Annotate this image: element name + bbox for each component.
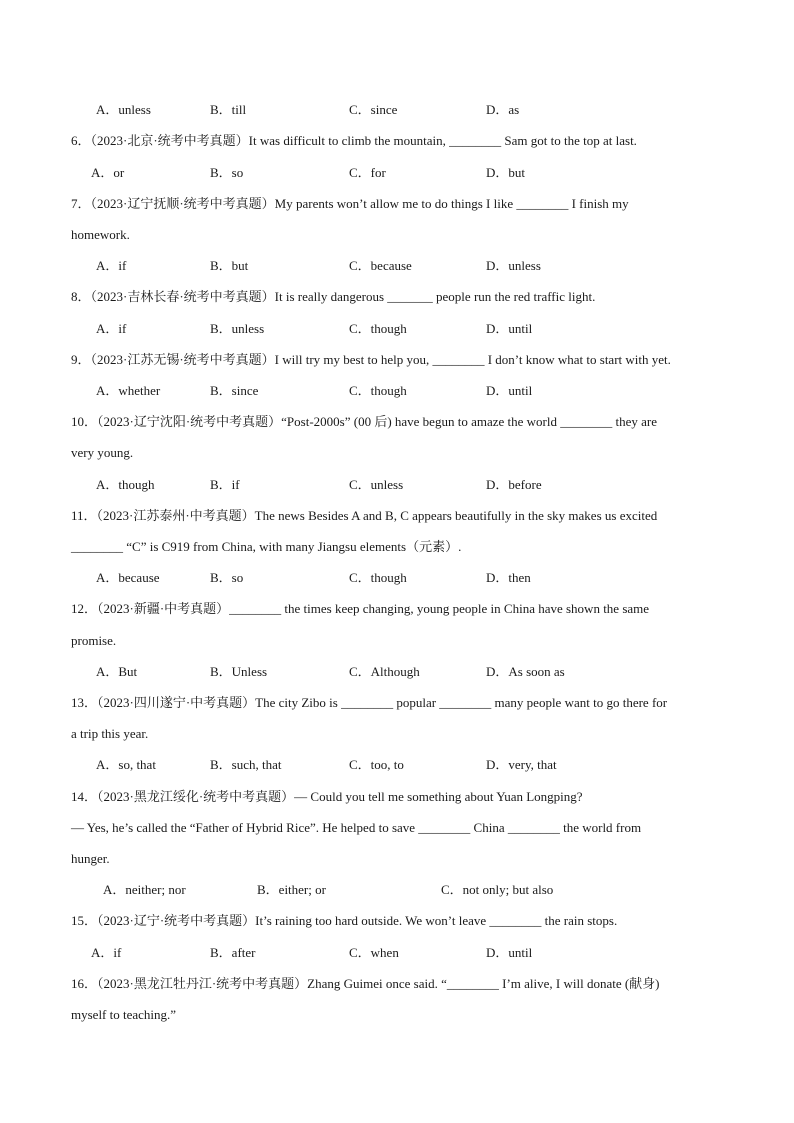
option-c: C．though bbox=[349, 383, 407, 398]
option-c: C．because bbox=[349, 258, 412, 273]
option-b: B．after bbox=[210, 945, 256, 960]
option-d: D．until bbox=[486, 321, 533, 336]
option-c: C．too, to bbox=[349, 757, 404, 772]
option-b: B．since bbox=[210, 383, 259, 398]
option-c: C．since bbox=[349, 102, 398, 117]
option-d: D．then bbox=[486, 570, 531, 585]
option-d: D．unless bbox=[486, 258, 541, 273]
option-b: B．Unless bbox=[210, 664, 268, 679]
option-c: C．unless bbox=[349, 477, 404, 492]
option-d: D．as bbox=[486, 102, 520, 117]
option-d: D．until bbox=[486, 383, 533, 398]
option-d: D．very, that bbox=[486, 757, 557, 772]
option-b: B．so bbox=[210, 570, 244, 585]
option-a: A．neither; nor bbox=[103, 882, 186, 897]
question-16-stem: 16．（2023·黑龙江牡丹江·统考中考真题）Zhang Guimei once said. “________ I’m alive, I will donate (献身) bbox=[71, 976, 660, 991]
question-12-stem-cont: promise. bbox=[71, 633, 117, 648]
question-11-stem-cont: ________ “C” is C919 from China, with many Jiangsu elements（元素）. bbox=[71, 539, 462, 554]
option-a: A．though bbox=[96, 477, 155, 492]
option-a: A．because bbox=[96, 570, 160, 585]
option-d: D．before bbox=[486, 477, 542, 492]
question-13-stem: 13．（2023·四川遂宁·中考真题）The city Zibo is ________ popular ________ many people want to go there for bbox=[71, 695, 668, 710]
question-14-stem-cont: — Yes, he’s called the “Father of Hybrid Rice”. He helped to save ________ China ________ the world from bbox=[71, 820, 642, 835]
question-16-stem-cont: myself to teaching.” bbox=[71, 1007, 177, 1022]
option-b: B．either; or bbox=[257, 882, 326, 897]
question-11-stem: 11．（2023·江苏泰州·中考真题）The news Besides A and B, C appears beautifully in the sky makes us excited bbox=[71, 508, 658, 523]
option-b: B．till bbox=[210, 102, 247, 117]
option-c: C．not only; but also bbox=[441, 882, 554, 897]
question-7-stem: 7．（2023·辽宁抚顺·统考中考真题）My parents won’t allow me to do things I like ________ I finish my bbox=[71, 196, 629, 211]
option-d: D．until bbox=[486, 945, 533, 960]
question-6-stem: 6．（2023·北京·统考中考真题）It was difficult to climb the mountain, ________ Sam got to the top at last. bbox=[71, 133, 637, 148]
option-a: A．if bbox=[96, 321, 127, 336]
option-c: C．when bbox=[349, 945, 399, 960]
option-c: C．though bbox=[349, 570, 407, 585]
option-b: B．so bbox=[210, 165, 244, 180]
option-a: A．unless bbox=[96, 102, 151, 117]
question-10-stem-cont: very young. bbox=[71, 445, 134, 460]
question-13-stem-cont: a trip this year. bbox=[71, 726, 149, 741]
option-a: A．if bbox=[96, 258, 127, 273]
question-7-stem-cont: homework. bbox=[71, 227, 130, 242]
option-b: B．such, that bbox=[210, 757, 282, 772]
option-a: A．or bbox=[91, 165, 125, 180]
option-d: D．As soon as bbox=[486, 664, 565, 679]
option-a: A．so, that bbox=[96, 757, 156, 772]
question-14-stem-cont2: hunger. bbox=[71, 851, 110, 866]
option-c: C．for bbox=[349, 165, 386, 180]
option-c: C．though bbox=[349, 321, 407, 336]
question-12-stem: 12．（2023·新疆·中考真题）________ the times keep changing, young people in China have shown the same bbox=[71, 601, 650, 616]
question-15-stem: 15．（2023·辽宁·统考中考真题）It’s raining too hard outside. We won’t leave ________ the rain stops. bbox=[71, 913, 618, 928]
option-b: B．unless bbox=[210, 321, 265, 336]
option-d: D．but bbox=[486, 165, 526, 180]
option-b: B．but bbox=[210, 258, 249, 273]
question-14-stem: 14．（2023·黑龙江绥化·统考中考真题）— Could you tell me something about Yuan Longping? bbox=[71, 789, 583, 804]
option-a: A．if bbox=[91, 945, 122, 960]
option-c: C．Although bbox=[349, 664, 420, 679]
question-9-stem: 9．（2023·江苏无锡·统考中考真题）I will try my best to help you, ________ I don’t know what to start with yet. bbox=[71, 352, 671, 367]
question-10-stem: 10．（2023·辽宁沈阳·统考中考真题）“Post-2000s” (00 后) have begun to amaze the world ________ they are bbox=[71, 414, 657, 429]
option-a: A．whether bbox=[96, 383, 161, 398]
option-a: A．But bbox=[96, 664, 138, 679]
question-8-stem: 8．（2023·吉林长春·统考中考真题）It is really dangerous _______ people run the red traffic light. bbox=[71, 289, 596, 304]
option-b: B．if bbox=[210, 477, 240, 492]
